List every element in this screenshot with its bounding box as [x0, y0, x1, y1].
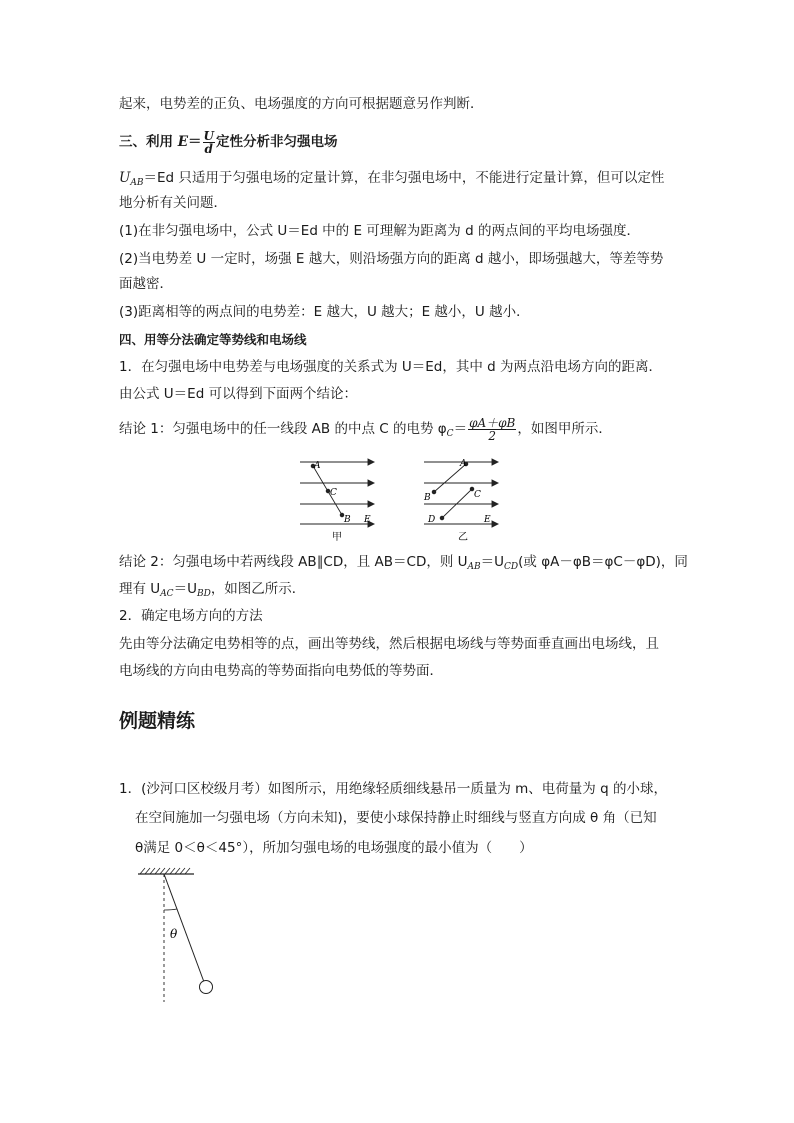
- paragraph-uab-line1: [119, 168, 664, 193]
- conclusion-1-suffix: ，如图甲所示．: [517, 421, 612, 437]
- conclusion-1-prefix: 结论 1：匀强电场中的任一线段 AB 的中点 C 的电势 φ: [119, 421, 447, 437]
- symbol-U: U: [119, 170, 131, 186]
- subscript-C: C: [446, 429, 454, 439]
- subscript-BD: BD: [196, 589, 211, 599]
- conclusion-2-mid: ＝U: [480, 554, 505, 570]
- subscript-AB: AB: [467, 562, 481, 572]
- figure-jia: [292, 452, 380, 544]
- item-2-line2: 面越密．: [119, 276, 173, 292]
- figure-yi: [418, 452, 508, 544]
- item-2-line1: (2)当电势差 U 一定时，场强 E 越大，则沿场强方向的距离 d 越小，即场强越大，等差等势: [119, 251, 664, 267]
- section-3-heading: [119, 127, 337, 157]
- numbered-1-line2: 由公式 U＝Ed 可以得到下面两个结论：: [119, 386, 358, 402]
- section-3-prefix: 三、利用: [119, 134, 178, 150]
- conclusion-1: [119, 412, 612, 451]
- label-B: B: [424, 493, 431, 503]
- label-E: E: [484, 515, 491, 525]
- section-4-heading: 四、用等分法确定等势线和电场线: [119, 332, 307, 347]
- pendulum-figure: [134, 866, 224, 1006]
- fraction-denominator: d: [204, 141, 213, 156]
- item-1: (1)在非匀强电场中，公式 U＝Ed 中的 E 可理解为距离为 d 的两点间的平均电场强度．: [119, 223, 640, 239]
- formula-eq: ＝: [188, 134, 202, 150]
- theta-label: θ: [170, 927, 178, 941]
- label-E: E: [364, 515, 371, 525]
- conclusion-2b-prefix: 理有 U: [119, 581, 161, 597]
- question-1-line3: θ满足 0＜θ＜45°），所加匀强电场的电场强度的最小值为（ ）: [135, 840, 533, 856]
- conclusion-2-prefix: 结论 2：匀强电场中若两线段 AB∥CD，且 AB＝CD，则 U: [119, 554, 468, 570]
- subscript-AC: AC: [160, 589, 174, 599]
- label-D: D: [428, 515, 436, 525]
- numbered-2-para-line2: 电场线的方向由电势高的等势面指向电势低的等势面．: [119, 663, 443, 679]
- label-C: C: [330, 488, 337, 498]
- conclusion-2b-suffix: ，如图乙所示．: [210, 581, 306, 597]
- caption-jia: 甲: [332, 532, 342, 543]
- caption-yi: 乙: [458, 532, 468, 543]
- midpoint-denominator: 2: [488, 428, 497, 443]
- conclusion-2-rest: (或 φA－φB＝φC－φD)，同: [518, 554, 688, 570]
- numbered-2: 2．确定电场方向的方法: [119, 608, 263, 624]
- midpoint-numerator: φA＋φB: [469, 415, 516, 430]
- question-1-line1: 1．(沙河口区校级月考）如图所示，用绝缘轻质细线悬吊一质量为 m、电荷量为 q 的小球，: [119, 781, 667, 797]
- formula-fraction: [203, 130, 215, 155]
- formula-E: E: [177, 134, 188, 150]
- paragraph-uab-line2: 地分析有关问题．: [119, 195, 227, 211]
- conclusion-1-eq: ＝: [453, 421, 468, 437]
- subscript-CD: CD: [504, 562, 519, 572]
- numbered-2-para-line1: 先由等分法确定电势相等的点，画出等势线，然后根据电场线与等势面垂直画出电场线，且: [119, 636, 659, 652]
- label-A: A: [460, 459, 467, 469]
- section-heading-examples: 例题精练: [119, 710, 196, 732]
- conclusion-2-line1: [119, 552, 688, 577]
- fraction-numerator: U: [203, 128, 214, 143]
- label-C: C: [474, 490, 481, 500]
- item-3: (3)距离相等的两点间的电势差：E 越大，U 越大；E 越小，U 越小．: [119, 304, 530, 320]
- subscript-AB: AB: [130, 178, 144, 188]
- conclusion-2-line2: [119, 579, 305, 604]
- section-3-suffix: 定性分析非匀强电场: [215, 134, 338, 150]
- numbered-1-line1: 1．在匀强电场中电势差与电场强度的关系式为 U＝Ed，其中 d 为两点沿电场方向的距离．: [119, 359, 663, 375]
- paragraph-uab-text: ＝Ed 只适用于匀强电场的定量计算，在非匀强电场中，不能进行定量计算，但可以定性: [143, 170, 665, 186]
- question-1-line2: 在空间施加一匀强电场（方向未知)，要使小球保持静止时细线与竖直方向成 θ 角（已知: [135, 810, 657, 826]
- midpoint-fraction: [468, 417, 516, 442]
- text-line-continuation: 起来，电势差的正负、电场强度的方向可根据题意另作判断．: [119, 96, 484, 112]
- label-A: A: [314, 461, 321, 471]
- conclusion-2b-mid: ＝U: [173, 581, 197, 597]
- label-B: B: [344, 515, 351, 525]
